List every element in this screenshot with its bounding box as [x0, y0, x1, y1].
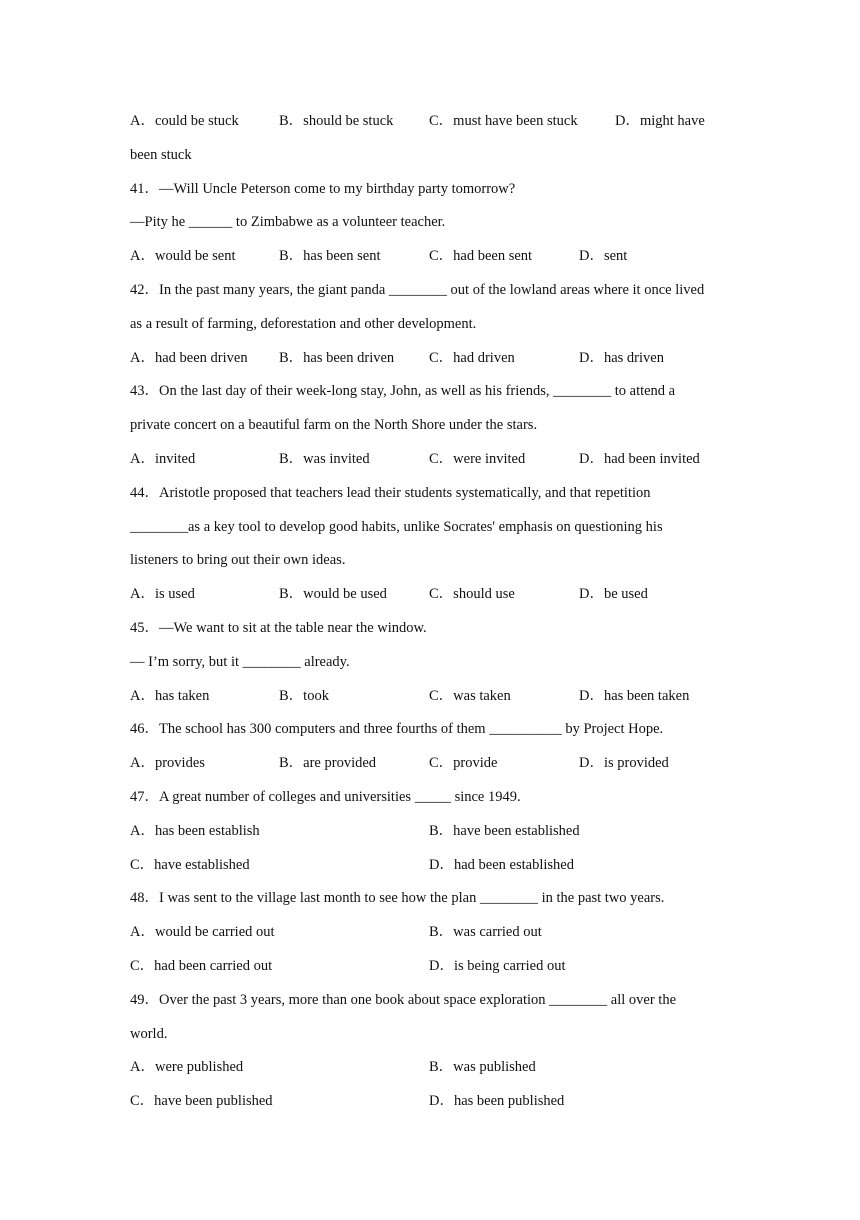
option-a: A．is used — [130, 586, 195, 603]
question-42-line-1: 42．In the past many years, the giant panda ________ out of the lowland areas where it once lived — [130, 281, 705, 298]
option-c: C．have established — [130, 856, 250, 873]
option-c: C．provide — [429, 755, 498, 772]
question-43-line-2: private concert on a beautiful farm on the North Shore under the stars. — [130, 417, 538, 434]
option-d: D．sent — [579, 248, 628, 265]
option-b: B．would be used — [279, 586, 387, 603]
option-b: B．was published — [429, 1059, 536, 1076]
option-b: B．has been driven — [279, 349, 395, 366]
option-a: A．has been establish — [130, 822, 260, 839]
q44-options — [130, 578, 770, 612]
option-a: A．would be carried out — [130, 924, 275, 941]
option-c: C．were invited — [429, 450, 526, 467]
question-44-line-3: listeners to bring out their own ideas. — [130, 552, 346, 569]
q47-options-row-2 — [130, 849, 770, 883]
q45-options — [130, 680, 770, 714]
q49-options-row-1 — [130, 1051, 770, 1085]
option-c: C．have been published — [130, 1093, 273, 1110]
option-d: D．is being carried out — [429, 957, 566, 974]
option-b: B．took — [279, 687, 329, 704]
q40-options — [130, 105, 770, 139]
question-49-line-1: 49．Over the past 3 years, more than one book about space exploration ________ all over the — [130, 991, 677, 1008]
option-a: A．would be sent — [130, 248, 236, 265]
option-d: D．be used — [579, 586, 648, 603]
option-d: D．has been published — [429, 1093, 565, 1110]
option-c: C．was taken — [429, 687, 511, 704]
option-a: A．invited — [130, 450, 196, 467]
q41-options — [130, 240, 770, 274]
option-a: A．has taken — [130, 687, 210, 704]
option-c: C．had driven — [429, 349, 515, 366]
option-a: A．were published — [130, 1059, 244, 1076]
q48-options-row-1 — [130, 916, 770, 950]
question-44-line-2: ________as a key tool to develop good habits, unlike Socrates' emphasis on questioning his — [130, 518, 663, 535]
option-d: D．has driven — [579, 349, 664, 366]
question-48-line-1: 48．I was sent to the village last month to see how the plan ________ in the past two years. — [130, 890, 665, 907]
question-47-line-1: 47．A great number of colleges and universities _____ since 1949. — [130, 788, 521, 805]
question-41-line-2: —Pity he ______ to Zimbabwe as a volunteer teacher. — [130, 214, 446, 231]
question-45-line-1: 45．—We want to sit at the table near the window. — [130, 619, 427, 636]
question-44-line-1: 44．Aristotle proposed that teachers lead their students systematically, and that repetition — [130, 484, 651, 501]
question-43-line-1: 43．On the last day of their week-long stay, John, as well as his friends, ________ to attend a — [130, 383, 676, 400]
q48-options-row-2 — [130, 950, 770, 984]
q46-options — [130, 747, 770, 781]
option-c: C．should use — [429, 586, 515, 603]
option-c: C．had been sent — [429, 248, 533, 265]
q49-options-row-2 — [130, 1085, 770, 1119]
question-45-line-2: — I’m sorry, but it ________ already. — [130, 653, 350, 670]
option-d: D．had been established — [429, 856, 574, 873]
exercise-page — [130, 105, 770, 1119]
option-d: D．might have — [615, 113, 705, 129]
option-c: C．must have been stuck — [429, 113, 578, 129]
q47-options-row-1 — [130, 815, 770, 849]
option-d: D．had been invited — [579, 450, 700, 467]
question-49-line-2: world. — [130, 1025, 168, 1042]
option-d: D．has been taken — [579, 687, 690, 704]
option-b: B．are provided — [279, 755, 377, 772]
option-d: D．is provided — [579, 755, 669, 772]
option-a: A．could be stuck — [130, 113, 239, 129]
option-b: B．have been established — [429, 822, 580, 839]
option-d-continuation: been stuck — [130, 146, 192, 163]
option-b: B．was carried out — [429, 924, 542, 941]
option-c: C．had been carried out — [130, 957, 273, 974]
q42-options — [130, 342, 770, 376]
option-b: B．has been sent — [279, 248, 381, 265]
option-b: B．should be stuck — [279, 113, 394, 129]
question-42-line-2: as a result of farming, deforestation and other development. — [130, 315, 477, 332]
option-a: A．provides — [130, 755, 205, 772]
question-41-line-1: 41．—Will Uncle Peterson come to my birthday party tomorrow? — [130, 180, 516, 197]
question-46-line-1: 46．The school has 300 computers and three fourths of them __________ by Project Hope. — [130, 721, 664, 738]
q43-options — [130, 443, 770, 477]
option-a: A．had been driven — [130, 349, 248, 366]
option-b: B．was invited — [279, 450, 370, 467]
